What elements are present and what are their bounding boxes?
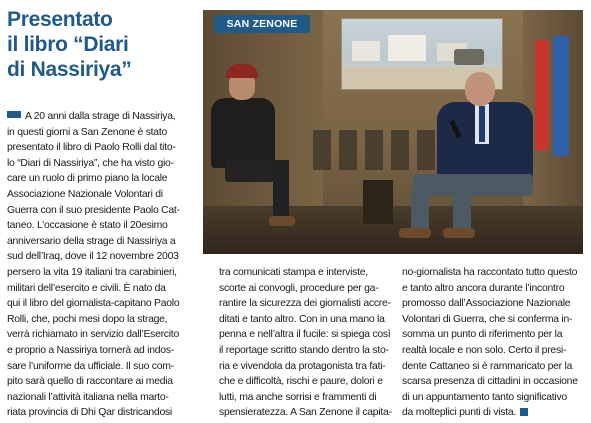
- text-line: rantire la sicurezza dei giornalisti accre-: [219, 298, 391, 310]
- text-line: care un ruolo di primo piano la locale: [7, 173, 168, 185]
- text-line: pito sarà quello di raccontare ai media: [7, 376, 173, 388]
- text-line: realtà locale e non solo. Certo il presi-: [402, 344, 567, 356]
- text-line: in questi giorni a San Zenone è stato: [7, 126, 167, 138]
- text-line: presentato il libro di Paolo Rolli dal tito-: [7, 142, 176, 154]
- text-line: anniversario della strage di Nassiriya a: [7, 235, 176, 247]
- text-line: riata provincia di Dhi Qar districandosi: [7, 407, 172, 419]
- headline-line: il libro “Diari: [7, 33, 129, 56]
- text-line: che e difficoltà, rischi e paure, dolori e: [219, 376, 383, 388]
- article-photo: [203, 10, 583, 254]
- text-line: Volontari di Guerra, che si conferma in-: [402, 313, 573, 325]
- text-line: scarsa presenza di cittadini in occasione: [402, 376, 578, 388]
- article-column-2: [219, 265, 392, 421]
- text-line: [7, 109, 197, 125]
- flag: [553, 36, 569, 156]
- end-of-article-icon: [520, 408, 528, 416]
- headline-line: di Nassiriya”: [7, 58, 132, 81]
- text-line: penna e nell’altra il fucile: si spiega così: [219, 329, 391, 341]
- text-line: spensieratezza. A San Zenone il capita-: [219, 407, 392, 419]
- side-table: [363, 180, 393, 224]
- text-line: [402, 405, 586, 421]
- headline-line: Presentato: [7, 8, 113, 31]
- headline: [7, 7, 197, 82]
- text-line: ditati e tanto altro. Con in una mano la: [219, 313, 385, 325]
- text-line: tra comunicati stampa e interviste,: [219, 267, 368, 278]
- text-line: qui il libro del giornalista-capitano Paolo: [7, 298, 180, 310]
- text-line: di un appuntamento tanto significativo: [402, 391, 567, 403]
- text-line: militari dell’esercito e civili. È nato da: [7, 282, 166, 294]
- text-line: Rolli, che, pochi mesi dopo la strage,: [7, 313, 168, 325]
- photo-floor: [203, 206, 583, 254]
- text-line: lo “Diari di Nassiriya”, che ha visto gio-: [7, 157, 174, 169]
- text-line: no-giornalista ha raccontato tutto questo: [402, 267, 578, 278]
- text-line: e tanto altro ancora durante l’incontro: [402, 282, 565, 294]
- flag: [535, 40, 549, 150]
- text-line: Guerra con il suo presidente Paolo Cat-: [7, 204, 180, 216]
- paragraph-marker-icon: [7, 111, 21, 118]
- text-line: nazionali l’attività italiana nella marto-: [7, 391, 169, 403]
- text-line: scorte ai convogli, procedure per ga-: [219, 282, 379, 294]
- text-line: il reportage scritto stando dentro la sto-: [219, 344, 389, 356]
- text-line: promosso dall’Associazione Nazionale: [402, 298, 571, 310]
- text-line-content: A 20 anni dalla strage di Nassiriya,: [25, 111, 176, 122]
- article-column-3: [402, 265, 586, 421]
- text-line: dente Cattaneo si è rammaricato per la: [402, 360, 573, 372]
- text-line: persero la vita 19 italiani tra carabinieri,: [7, 266, 177, 278]
- text-line-content: da molteplici punti di vista.: [402, 407, 517, 419]
- text-line: taneo. L’occasione è stato il 20esimo: [7, 220, 168, 232]
- text-line: ria e vivendola da protagonista tra fati-: [219, 360, 386, 372]
- text-line: verrà richiamato in servizio dall’Esercito: [7, 329, 179, 341]
- text-line: Associazione Nazionale Volontari di: [7, 188, 163, 200]
- text-line: e proprio a Nassiriya tornerà ad indos-: [7, 344, 174, 356]
- section-label: SAN ZENONE: [214, 15, 310, 33]
- text-line: lutti, ma anche sorrisi e frammenti di: [219, 391, 377, 403]
- text-line: sud dell’Iraq, dove il 12 novembre 2003: [7, 251, 179, 263]
- article-column-1: [7, 109, 197, 421]
- text-line: somma un punto di riferimento per la: [402, 329, 563, 341]
- text-line: sare l’uniforme da ufficiale. Il suo com-: [7, 360, 174, 372]
